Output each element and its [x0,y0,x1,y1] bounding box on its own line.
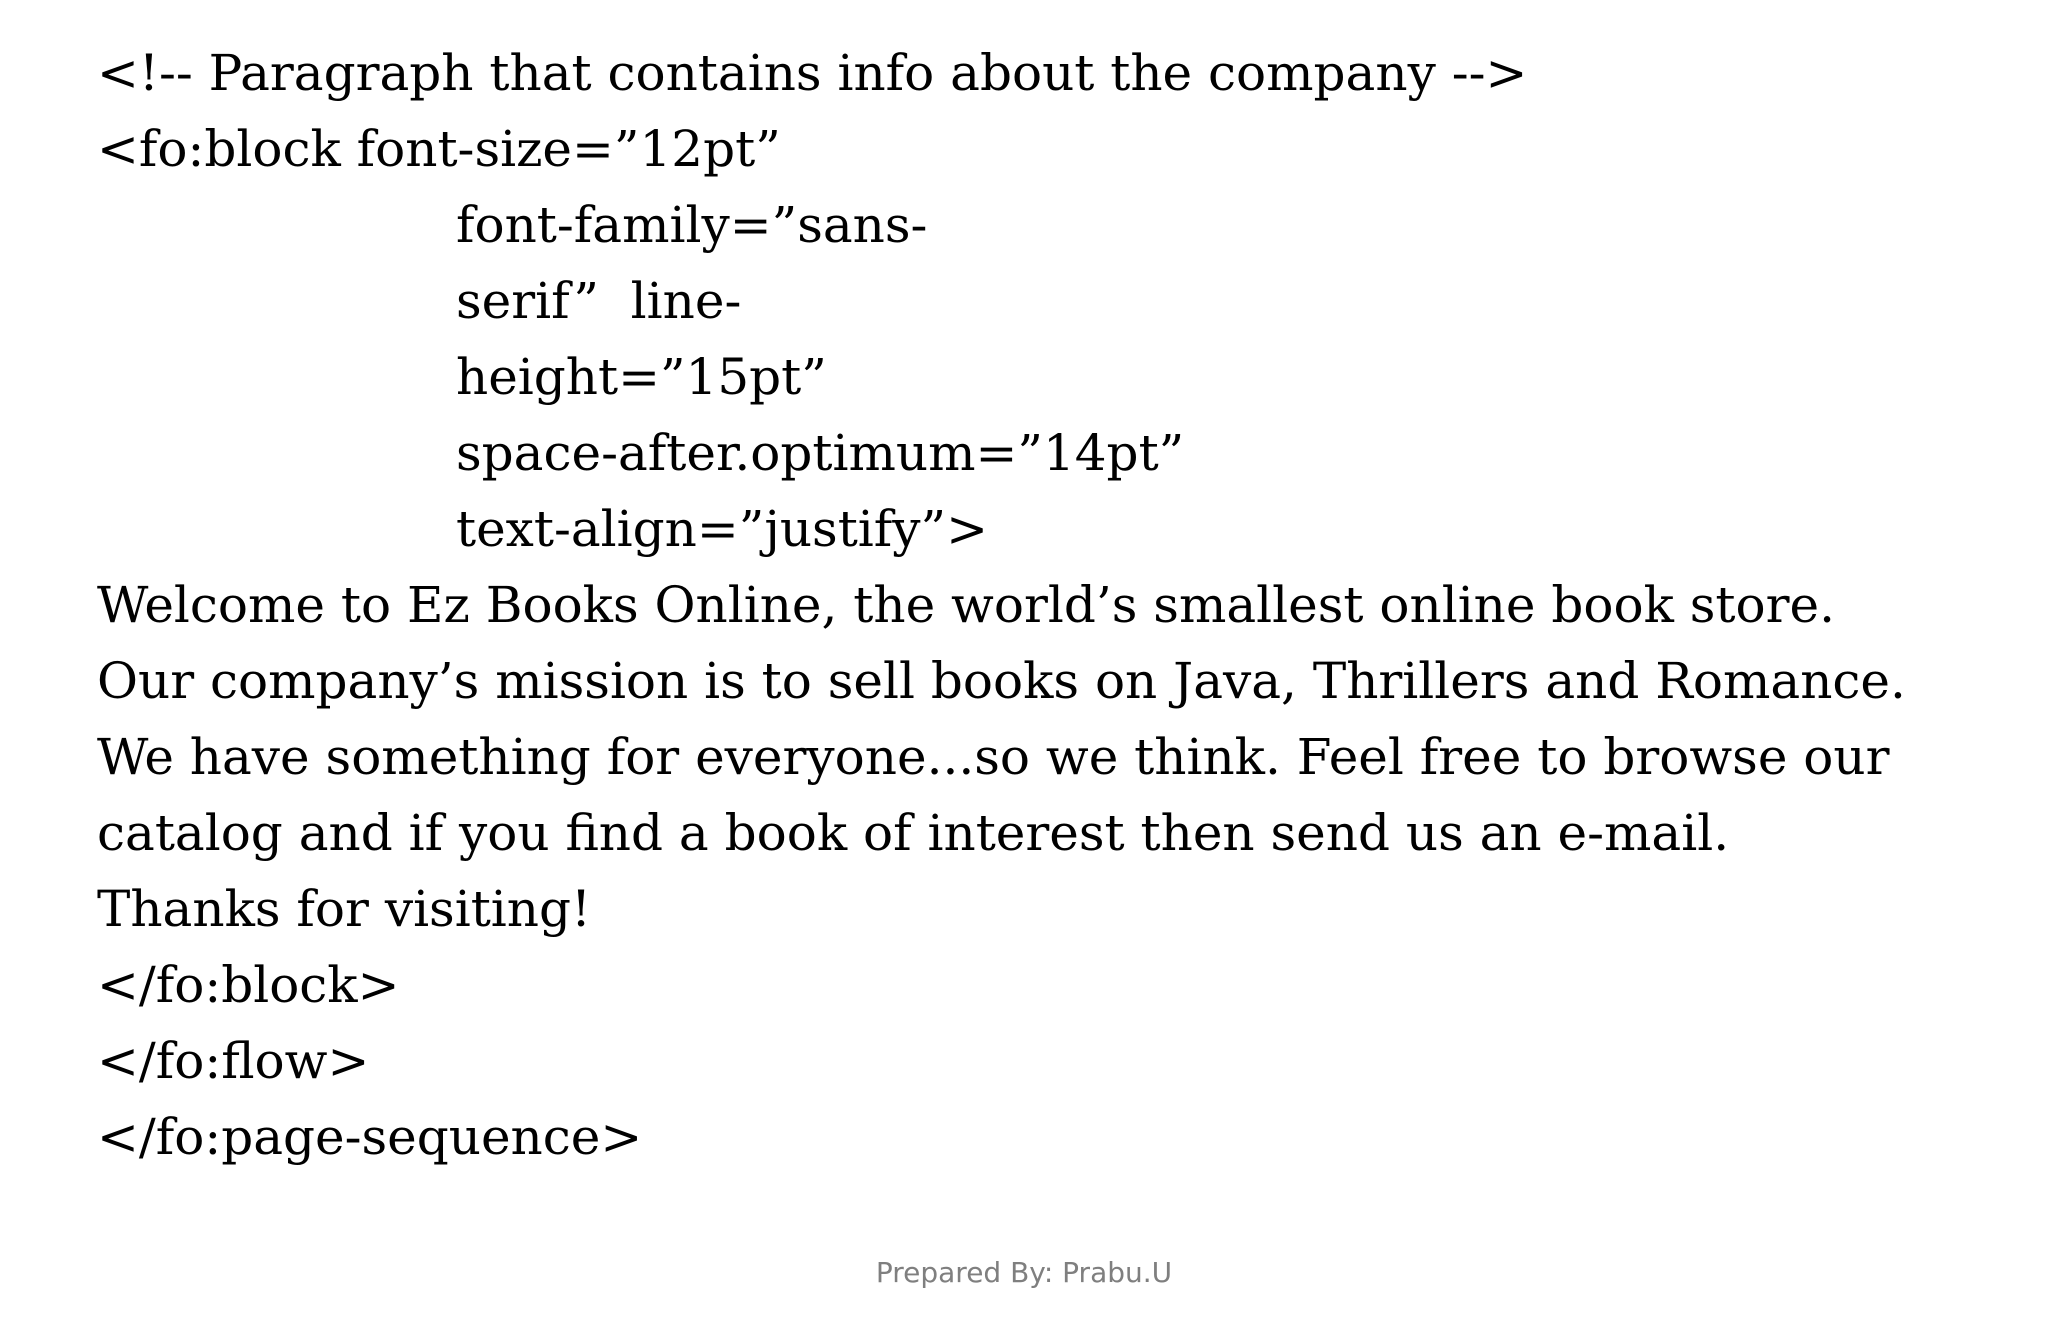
code-line-block-open: <fo:block font-size=”12pt” [97,120,781,178]
code-line-height: height=”15pt” [456,348,827,406]
body-text-line-4: catalog and if you find a book of interest then send us an e-mail. [97,804,1730,862]
code-line-block-close: </fo:block> [97,956,400,1014]
body-text-line-1: Welcome to Ez Books Online, the world’s smallest online book store. [97,576,1836,634]
code-line-space-after: space-after.optimum=”14pt” [456,424,1185,482]
body-text-line-2: Our company’s mission is to sell books on Java, Thrillers and Romance. [97,652,1906,710]
body-text-line-3: We have something for everyone...so we think. Feel free to browse our [97,728,1890,786]
code-line-serif-line: serif” line- [456,272,742,330]
code-line-comment: <!-- Paragraph that contains info about the company --> [97,44,1528,102]
code-line-font-family: font-family=”sans- [456,196,928,254]
code-line-text-align: text-align=”justify”> [456,500,988,558]
slide-footer: Prepared By: Prabu.U [875,1256,1173,1289]
code-line-page-sequence-close: </fo:page-sequence> [97,1108,643,1166]
code-line-flow-close: </fo:flow> [97,1032,370,1090]
body-text-line-5: Thanks for visiting! [97,880,592,938]
